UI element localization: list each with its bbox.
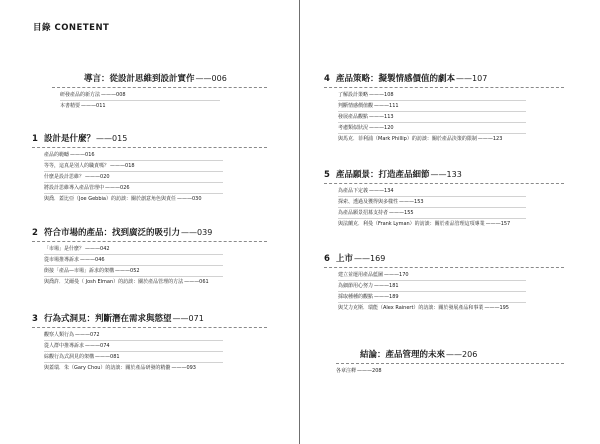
entry-list <box>44 332 300 371</box>
entry-text: 銜接「產品—市場」訴求的架構 <box>44 268 115 274</box>
section-heading <box>0 132 300 145</box>
section-rule <box>336 363 564 364</box>
entry-text: 與喬．蓋比亞（Joe Gebbia）的訪談：關於創意角色與責任 <box>44 196 176 202</box>
section-rule <box>324 87 564 88</box>
toc-entry[interactable] <box>338 305 600 311</box>
entry-text: 判斷情感價值觀 <box>338 103 374 109</box>
toc-section-intro <box>0 72 300 109</box>
entry-page: ———155 <box>389 210 414 216</box>
entry-rule <box>44 276 223 277</box>
entry-text: 與喬許．艾爾曼（ Josh Elman）的訪談：關於產品管理的方法 <box>44 279 184 285</box>
toc-section-2 <box>0 226 300 285</box>
section-heading <box>0 72 300 85</box>
toc-entry[interactable] <box>44 174 300 180</box>
toc-entry[interactable] <box>336 368 600 374</box>
entry-page: ———189 <box>374 294 399 300</box>
section-title: 導言：從設計思維到設計實作 <box>84 74 195 84</box>
entry-text: 了解設計策略 <box>338 92 369 98</box>
toc-entry[interactable] <box>60 92 300 98</box>
section-page: ——169 <box>354 254 386 263</box>
entry-text: 探索、透過及獲得與多樣性 <box>338 199 399 205</box>
toc-entry[interactable] <box>338 283 600 289</box>
entry-text: 什麼是設計思維？ <box>44 174 85 180</box>
toc-entry[interactable] <box>44 185 300 191</box>
entry-page: ———113 <box>369 114 394 120</box>
section-page: ——071 <box>172 314 204 323</box>
entry-page: ———061 <box>184 279 209 285</box>
entry-text: 「市場」是什麼？ <box>44 246 85 252</box>
entry-rule <box>338 196 526 197</box>
entry-page: ———016 <box>70 152 95 158</box>
section-heading <box>0 226 300 239</box>
entry-rule <box>338 218 526 219</box>
section-heading <box>300 168 600 181</box>
section-heading <box>300 252 600 265</box>
entry-list <box>44 246 300 285</box>
section-rule <box>324 267 564 268</box>
right-page <box>300 0 600 444</box>
entry-text: 等等，這真是別人的職責嗎？ <box>44 163 110 169</box>
entry-list <box>336 368 600 374</box>
entry-rule <box>338 280 526 281</box>
entry-page: ———074 <box>85 343 110 349</box>
toc-entry[interactable] <box>338 92 600 98</box>
entry-page: ———026 <box>105 185 130 191</box>
toc-entry[interactable] <box>60 103 300 109</box>
section-rule <box>52 87 267 88</box>
entry-rule <box>44 160 223 161</box>
entry-list <box>60 92 300 109</box>
entry-text: 發展產品觀點 <box>338 114 369 120</box>
entry-page: ———018 <box>110 163 135 169</box>
entry-page: ———093 <box>171 365 196 371</box>
entry-rule <box>338 122 526 123</box>
toc-section-conclusion <box>300 348 600 374</box>
entry-text: 與馬克．菲利浦（Mark Phillip）的訪談：關於產品決策的限制 <box>338 136 477 142</box>
toc-title: 目錄 CONETENT <box>33 23 110 33</box>
entry-text: 採取種種的觀點 <box>338 294 374 300</box>
toc-entry[interactable] <box>44 196 300 202</box>
section-title: 行為式洞見：判斷潛在需求與慾望 <box>44 314 172 324</box>
entry-rule <box>338 111 526 112</box>
entry-page: ———008 <box>101 92 126 98</box>
entry-rule <box>338 291 526 292</box>
section-page: ——006 <box>195 74 227 83</box>
entry-page: ———153 <box>399 199 424 205</box>
entry-text: 從市場推導訴求 <box>44 257 80 263</box>
entry-text: 考慮類似狀況 <box>338 125 369 131</box>
section-rule <box>32 147 267 148</box>
entry-page: ———181 <box>374 283 399 289</box>
toc-entry[interactable] <box>338 199 600 205</box>
toc-entry[interactable] <box>44 152 300 158</box>
section-title: 結論：產品管理的未來 <box>360 350 446 360</box>
entry-text: 建立並運用產品藍圖 <box>338 272 384 278</box>
toc-entry[interactable] <box>44 268 300 274</box>
toc-entry[interactable] <box>44 343 300 349</box>
entry-page: ———030 <box>176 196 202 202</box>
entry-text: 為細節用心努力 <box>338 283 374 289</box>
toc-entry[interactable] <box>338 125 600 131</box>
entry-page: ———081 <box>95 354 120 360</box>
section-number: 6 <box>324 254 330 264</box>
entry-text: 從人群中推導訴求 <box>44 343 85 349</box>
toc-entry[interactable] <box>338 210 600 216</box>
section-heading <box>300 348 600 361</box>
entry-text: 與法蘭克．利曼（Frank Lyman）的訪談：關於產品管理這項專業 <box>338 221 485 227</box>
entry-list <box>44 152 300 202</box>
section-rule <box>324 183 564 184</box>
section-number: 3 <box>32 314 38 324</box>
section-heading <box>300 72 600 85</box>
entry-page: ———011 <box>81 103 106 109</box>
entry-page: ———108 <box>369 92 394 98</box>
entry-rule <box>44 171 223 172</box>
entry-rule <box>338 207 526 208</box>
entry-text: 各章注釋 <box>336 368 357 374</box>
entry-page: ———123 <box>477 136 503 142</box>
entry-page: ———157 <box>485 221 511 227</box>
section-page: ——015 <box>96 134 128 143</box>
toc-entry[interactable] <box>338 221 600 227</box>
entry-list <box>338 272 600 311</box>
section-number: 5 <box>324 170 330 180</box>
entry-rule <box>60 100 220 101</box>
toc-entry[interactable] <box>44 246 300 252</box>
section-heading <box>0 312 300 325</box>
entry-page: ———195 <box>484 305 509 311</box>
entry-rule <box>44 193 223 194</box>
entry-list <box>338 188 600 227</box>
entry-text: 為產品下定義 <box>338 188 369 194</box>
toc-entry[interactable] <box>44 257 300 263</box>
entry-page: ———208 <box>357 368 382 374</box>
entry-text: 本書精要 <box>60 103 81 109</box>
section-title: 符合市場的產品：找到廣泛的吸引力 <box>44 228 181 238</box>
toc-entry[interactable] <box>338 272 600 278</box>
entry-page: ———111 <box>374 103 399 109</box>
section-rule <box>32 241 267 242</box>
section-page: ——206 <box>446 350 478 359</box>
toc-entry[interactable] <box>338 114 600 120</box>
entry-page: ———170 <box>384 272 409 278</box>
section-rule <box>32 327 267 328</box>
entry-page: ———042 <box>85 246 110 252</box>
entry-page: ———072 <box>75 332 100 338</box>
entry-page: ———046 <box>80 257 105 263</box>
section-page: ——039 <box>181 228 213 237</box>
section-title: 產品願景：打造產品細節 <box>336 170 430 180</box>
entry-rule <box>44 265 223 266</box>
toc-section-1 <box>0 132 300 202</box>
section-title: 產品策略：擬製情感價值的劇本 <box>336 74 456 84</box>
entry-text: 產品的範疇 <box>44 152 70 158</box>
entry-page: ———120 <box>369 125 394 131</box>
section-number: 2 <box>32 228 38 238</box>
toc-entry[interactable] <box>338 136 600 142</box>
entry-text: 與艾力克斯．瑞能（Alex Rainert）的訪談：關於發展產品和事業 <box>338 305 484 311</box>
entry-rule <box>338 302 526 303</box>
entry-text: 與蓋瑞．朱（Gary Chou）的訪談：關於產品研發的精髓 <box>44 365 171 371</box>
toc-section-6 <box>300 252 600 311</box>
section-page: ——133 <box>430 170 462 179</box>
toc-entry[interactable] <box>338 188 600 194</box>
entry-text: 綜觀行為式洞見的架構 <box>44 354 95 360</box>
toc-entry[interactable] <box>44 279 300 285</box>
entry-text: 研發產品的新方法 <box>60 92 101 98</box>
entry-rule <box>44 351 223 352</box>
toc-entry[interactable] <box>44 163 300 169</box>
section-title: 上市 <box>336 254 354 264</box>
entry-rule <box>338 100 526 101</box>
toc-section-5 <box>300 168 600 227</box>
section-page: ——107 <box>456 74 488 83</box>
entry-page: ———134 <box>369 188 394 194</box>
toc-entry[interactable] <box>338 103 600 109</box>
entry-page: ———052 <box>115 268 140 274</box>
entry-page: ———020 <box>85 174 110 180</box>
toc-section-4 <box>300 72 600 142</box>
toc-entry[interactable] <box>338 294 600 300</box>
entry-rule <box>44 362 223 363</box>
entry-rule <box>44 340 223 341</box>
section-number: 1 <box>32 134 38 144</box>
entry-text: 將設計思維導入產品管理中 <box>44 185 105 191</box>
entry-list <box>338 92 600 142</box>
entry-rule <box>44 182 223 183</box>
section-title: 設計是什麼？ <box>44 134 96 144</box>
toc-entry[interactable] <box>44 365 300 371</box>
toc-entry[interactable] <box>44 332 300 338</box>
entry-text: 為產品願景招募支持者 <box>338 210 389 216</box>
entry-rule <box>44 254 223 255</box>
section-number: 4 <box>324 74 330 84</box>
toc-section-3 <box>0 312 300 371</box>
toc-entry[interactable] <box>44 354 300 360</box>
entry-text: 觀察人類行為 <box>44 332 75 338</box>
entry-rule <box>338 133 526 134</box>
